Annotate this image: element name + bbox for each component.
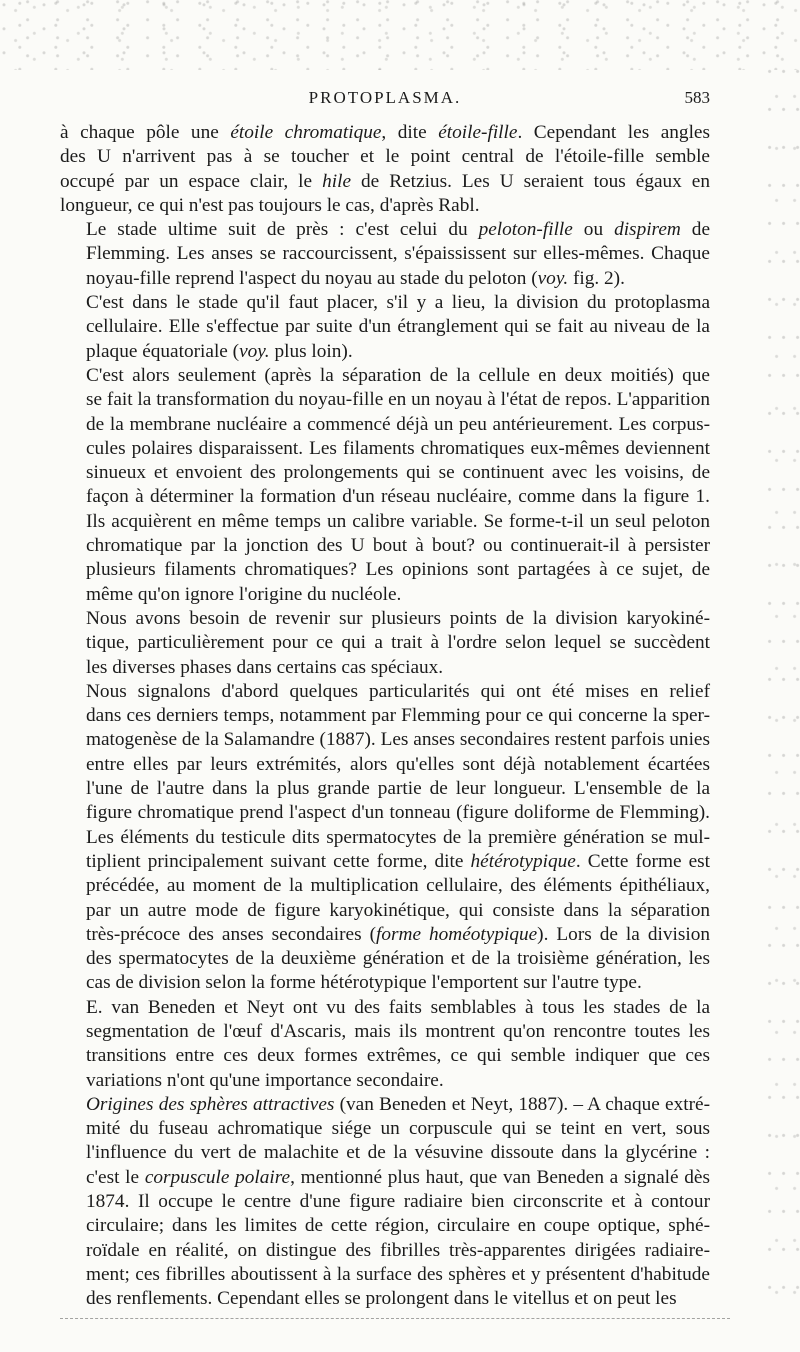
text-line: roïdale en réalité, on distingue des fibrilles très-apparentes dirigées radiaire- (86, 1239, 710, 1261)
text-line: précédée, au moment de la multiplication cellulaire, des éléments épithéliaux, (86, 875, 710, 897)
italic-term: voy. (537, 267, 569, 289)
paragraph (60, 364, 710, 607)
text-line: se fait la transformation du noyau-fille en un noyau à l'état de repos. L'apparition (86, 389, 710, 411)
text-line: des renflements. Cependant elles se prolongent dans le vitellus et on peut les (86, 1288, 677, 1310)
text-line: Le stade ultime suit de près : c'est celui du peloton-fille ou dispirem de (86, 219, 711, 241)
text-line: E. van Beneden et Neyt ont vu des faits semblables à tous les stades de la (86, 996, 710, 1018)
italic-term: corpuscule polaire (144, 1166, 291, 1188)
italic-term: étoile-fille (438, 122, 518, 143)
bottom-dashed-rule (60, 1318, 730, 1319)
text-line: Ils acquièrent en même temps un calibre variable. Se forme-t-il un seul peloton (86, 510, 710, 532)
italic-term: forme homéotypique (376, 923, 538, 945)
text-line: l'une de l'autre dans la plus grande partie de leur longueur. L'ensemble de la (86, 778, 710, 800)
text-line: mité du fuseau achromatique siége un corpuscule qui se teint en vert, sous (86, 1118, 710, 1140)
text-line: segmentation de l'œuf d'Ascaris, mais ils montrent qu'on rencontre toutes les (86, 1020, 710, 1042)
text-line: circulaire; dans les limites de cette région, circulaire en coupe optique, sphé- (86, 1215, 710, 1237)
text-line: matogenèse de la Salamandre (1887). Les anses secondaires restent parfois unies (86, 729, 710, 751)
text-line: ment; ces fibrilles aboutissent à la surface des sphères et y présentent d'habitude (86, 1263, 710, 1285)
text-line: tique, particulièrement pour ce qui a trait à l'ordre selon lequel se succèdent (86, 632, 710, 654)
scan-speckle-top (0, 0, 800, 70)
text-line: Nous avons besoin de revenir sur plusieurs points de la division karyokiné- (86, 607, 710, 629)
text-line: 1874. Il occupe le centre d'une figure radiaire bien circonscrite et à contour (86, 1191, 710, 1213)
text-line: variations n'ont qu'une importance secondaire. (86, 1069, 444, 1091)
text-line: cules polaires disparaissent. Les filaments chromatiques eux-mêmes deviennent (86, 437, 710, 459)
text-line: plusieurs filaments chromatiques? Les opinions sont partagées à ce sujet, de (86, 559, 710, 581)
text-line: Les éléments du testicule dits spermatocytes de la première génération se mul- (86, 826, 710, 848)
text-line: même qu'on ignore l'origine du nucléole. (86, 583, 402, 605)
page-header (60, 88, 710, 114)
text-line: l'influence du vert de malachite et de la vésuvine dissoute dans la glycérine : (86, 1142, 710, 1164)
text-line: très-précoce des anses secondaires (forme homéotypique). Lors de la division (86, 923, 710, 945)
text-line: cas de division selon la forme hétérotypique l'emportent sur l'autre type. (86, 972, 642, 994)
text-line: Flemming. Les anses se raccourcissent, s'épaississent sur elles-mêmes. Chaque (86, 243, 710, 265)
text-line: les diverses phases dans certains cas spéciaux. (86, 656, 444, 678)
text-line: de la membrane nucléaire a commencé déjà un peu antérieurement. Les corpus- (86, 413, 710, 435)
italic-term: hétérotypique (470, 850, 576, 872)
page-number: 583 (684, 88, 710, 107)
body-text (60, 121, 710, 1312)
paragraph (60, 218, 710, 291)
text-line: noyau-fille reprend l'aspect du noyau au stade du peloton (voy. fig. 2). (86, 267, 625, 289)
text-line: des spermatocytes de la deuxième génération et de la troisième génération, les (86, 948, 710, 970)
scan-speckle-right-margin (764, 60, 800, 1300)
text-line: figure chromatique prend l'aspect d'un tonneau (figure doliforme de Flemming). (86, 802, 710, 824)
text-line: c'est le corpuscule polaire, mentionné plus haut, que van Beneden a signalé dès (86, 1166, 710, 1188)
text-line: Origines des sphères attractives (van Beneden et Neyt, 1887). – A chaque extré- (86, 1093, 711, 1115)
text-line: cellulaire. Elle s'effectue par suite d'un étranglement qui se fait au niveau de la (86, 316, 710, 338)
paragraph (60, 607, 710, 680)
paragraph (60, 680, 710, 996)
text-line: longueur, ce qui n'est pas toujours le cas, d'après Rabl. (60, 194, 480, 216)
paragraph (60, 121, 710, 218)
paragraph (60, 1093, 710, 1312)
text-line: par un autre mode de figure karyokinétique, qui consiste dans la séparation (86, 899, 710, 921)
text-line: entre elles par leurs extrémités, alors qu'elles sont déjà notablement écartées (86, 753, 710, 775)
text-line: C'est alors seulement (après la séparation de la cellule en deux moitiés) que (86, 364, 710, 386)
text-line: des U n'arrivent pas à se toucher et le point central de l'étoile-fille semble (60, 146, 710, 168)
text-line: transitions entre ces deux formes extrêmes, ce qui semble indiquer que ces (86, 1045, 710, 1067)
italic-term: étoile chromatique (230, 122, 382, 143)
text-line: Nous signalons d'abord quelques particularités qui ont été mises en relief (86, 680, 710, 702)
text-line: occupé par un espace clair, le hile de Retzius. Les U seraient tous égaux en (60, 170, 710, 192)
running-title: PROTOPLASMA. (308, 88, 462, 107)
italic-term: Origines des sphères attractives (86, 1093, 335, 1115)
text-line: sinueux et envoient des prolongements qui se continuent avec les voisins, de (86, 462, 710, 484)
text-line: dans ces derniers temps, notamment par Flemming pour ce qui concerne la sper- (86, 705, 710, 727)
text-line: chromatique par la jonction des U bout à bout? ou continuerait-il à persister (86, 535, 710, 557)
italic-term: peloton-fille (478, 219, 573, 241)
text-line: à chaque pôle une étoile chromatique, dite étoile-fille. Cependant les angles (60, 122, 710, 143)
italic-term: hile (322, 170, 352, 192)
text-line: façon à déterminer la formation d'un réseau nucléaire, comme dans la figure 1. (86, 486, 710, 508)
italic-term: dispirem (614, 219, 681, 241)
text-line: C'est dans le stade qu'il faut placer, s'il y a lieu, la division du protoplasma (86, 292, 710, 314)
text-line: tiplient principalement suivant cette forme, dite hétérotypique. Cette forme est (86, 850, 710, 872)
italic-term: voy. (239, 340, 270, 362)
text-line: plaque équatoriale (voy. plus loin). (86, 340, 353, 362)
paragraph (60, 291, 710, 364)
paragraph (60, 996, 710, 1093)
